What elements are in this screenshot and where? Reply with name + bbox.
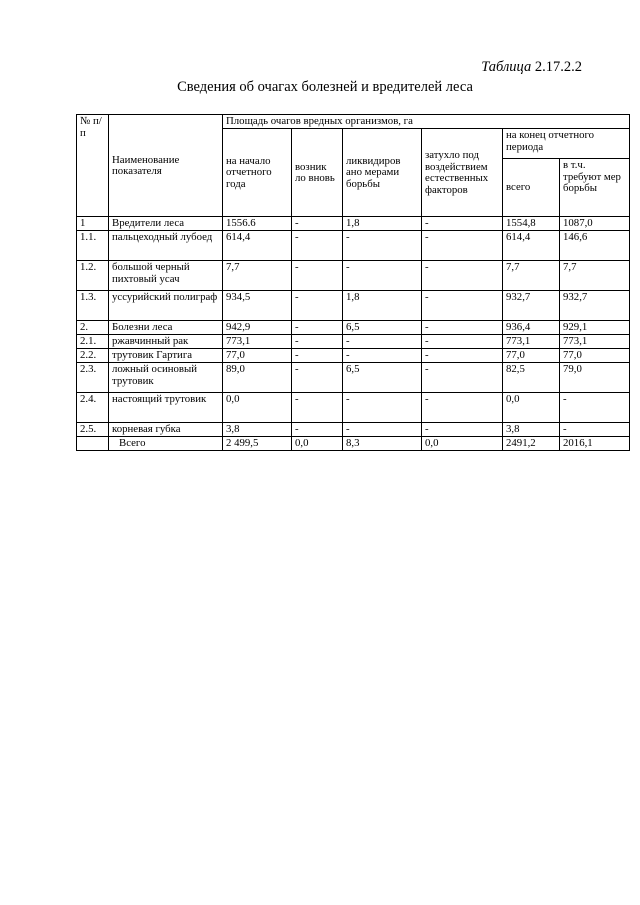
cell-need: 7,7 (560, 261, 630, 291)
cell-start: 77,0 (223, 349, 292, 363)
cell-start: 2 499,5 (223, 437, 292, 451)
table-row (77, 217, 630, 231)
cell-num: 2.5. (77, 423, 109, 437)
cell-faded: - (422, 321, 503, 335)
header-start: на начало отчетного года (223, 129, 292, 217)
cell-start: 0,0 (223, 393, 292, 423)
table-row (77, 349, 630, 363)
cell-need: 146,6 (560, 231, 630, 261)
cell-liquidated: - (343, 231, 422, 261)
cell-need: - (560, 423, 630, 437)
cell-start: 1556.6 (223, 217, 292, 231)
cell-liquidated: - (343, 349, 422, 363)
cell-new: - (292, 217, 343, 231)
document-title: Сведения об очагах болезней и вредителей леса (177, 79, 473, 95)
cell-total: 3,8 (503, 423, 560, 437)
table-row (77, 363, 630, 393)
header-end-group: на конец отчетного периода (503, 129, 630, 159)
cell-total: 614,4 (503, 231, 560, 261)
cell-name: Всего (109, 437, 223, 451)
cell-num: 2. (77, 321, 109, 335)
cell-new: - (292, 393, 343, 423)
header-area-group: Площадь очагов вредных организмов, га (223, 115, 630, 129)
cell-faded: - (422, 393, 503, 423)
table-row (77, 335, 630, 349)
header-faded: затухло под воздействием естественных факторов (422, 129, 503, 217)
cell-faded: 0,0 (422, 437, 503, 451)
cell-name: большой черный пихтовый усач (109, 261, 223, 291)
cell-total: 936,4 (503, 321, 560, 335)
cell-start: 614,4 (223, 231, 292, 261)
cell-name: Болезни леса (109, 321, 223, 335)
cell-faded: - (422, 291, 503, 321)
data-table (76, 114, 630, 451)
table-row (77, 261, 630, 291)
cell-total: 0,0 (503, 393, 560, 423)
cell-liquidated: 1,8 (343, 291, 422, 321)
header-liquidated: ликвидиров ано мерами борьбы (343, 129, 422, 217)
cell-total: 932,7 (503, 291, 560, 321)
cell-faded: - (422, 423, 503, 437)
cell-num (77, 437, 109, 451)
cell-liquidated: - (343, 335, 422, 349)
cell-new: - (292, 261, 343, 291)
cell-need: 929,1 (560, 321, 630, 335)
cell-name: уссурийский полиграф (109, 291, 223, 321)
cell-liquidated: - (343, 261, 422, 291)
header-num: № п/п (77, 115, 109, 217)
table-number-value: 2.17.2.2 (534, 59, 582, 75)
cell-num: 1.3. (77, 291, 109, 321)
cell-need: 79,0 (560, 363, 630, 393)
cell-total: 82,5 (503, 363, 560, 393)
cell-new: 0,0 (292, 437, 343, 451)
cell-new: - (292, 321, 343, 335)
cell-start: 7,7 (223, 261, 292, 291)
table-row (77, 423, 630, 437)
cell-liquidated: - (343, 423, 422, 437)
table-row (77, 393, 630, 423)
cell-num: 1.2. (77, 261, 109, 291)
table-label: Таблица (481, 59, 532, 75)
cell-total: 7,7 (503, 261, 560, 291)
cell-need: 2016,1 (560, 437, 630, 451)
cell-liquidated: 6,5 (343, 321, 422, 335)
cell-total: 2491,2 (503, 437, 560, 451)
cell-start: 3,8 (223, 423, 292, 437)
table-number (481, 59, 582, 76)
cell-name: ржавчинный рак (109, 335, 223, 349)
cell-new: - (292, 335, 343, 349)
cell-name: трутовик Гартига (109, 349, 223, 363)
cell-total: 773,1 (503, 335, 560, 349)
table-row (77, 291, 630, 321)
cell-num: 2.3. (77, 363, 109, 393)
table-row (77, 231, 630, 261)
cell-total: 1554,8 (503, 217, 560, 231)
cell-faded: - (422, 217, 503, 231)
cell-liquidated: 1,8 (343, 217, 422, 231)
cell-start: 89,0 (223, 363, 292, 393)
cell-name: пальцеходный лубоед (109, 231, 223, 261)
header-end-need: в т.ч. требуют мер борьбы (560, 159, 630, 217)
cell-start: 773,1 (223, 335, 292, 349)
cell-need: 932,7 (560, 291, 630, 321)
cell-need: 77,0 (560, 349, 630, 363)
cell-faded: - (422, 261, 503, 291)
cell-name: ложный осиновый трутовик (109, 363, 223, 393)
cell-need: 773,1 (560, 335, 630, 349)
cell-liquidated: 8,3 (343, 437, 422, 451)
cell-num: 2.1. (77, 335, 109, 349)
cell-faded: - (422, 231, 503, 261)
table-row-total (77, 437, 630, 451)
cell-liquidated: - (343, 393, 422, 423)
cell-faded: - (422, 335, 503, 349)
cell-faded: - (422, 349, 503, 363)
cell-num: 2.2. (77, 349, 109, 363)
cell-name: настоящий трутовик (109, 393, 223, 423)
cell-new: - (292, 291, 343, 321)
cell-total: 77,0 (503, 349, 560, 363)
cell-name: Вредители леса (109, 217, 223, 231)
header-name: Наименование показателя (109, 115, 223, 217)
cell-num: 1.1. (77, 231, 109, 261)
cell-start: 934,5 (223, 291, 292, 321)
cell-num: 2.4. (77, 393, 109, 423)
table-row (77, 321, 630, 335)
cell-liquidated: 6,5 (343, 363, 422, 393)
cell-need: - (560, 393, 630, 423)
cell-new: - (292, 349, 343, 363)
cell-need: 1087,0 (560, 217, 630, 231)
cell-start: 942,9 (223, 321, 292, 335)
header-new: возник ло вновь (292, 129, 343, 217)
cell-new: - (292, 423, 343, 437)
cell-name: корневая губка (109, 423, 223, 437)
header-end-total: всего (503, 159, 560, 217)
cell-new: - (292, 231, 343, 261)
cell-new: - (292, 363, 343, 393)
cell-faded: - (422, 363, 503, 393)
cell-num: 1 (77, 217, 109, 231)
